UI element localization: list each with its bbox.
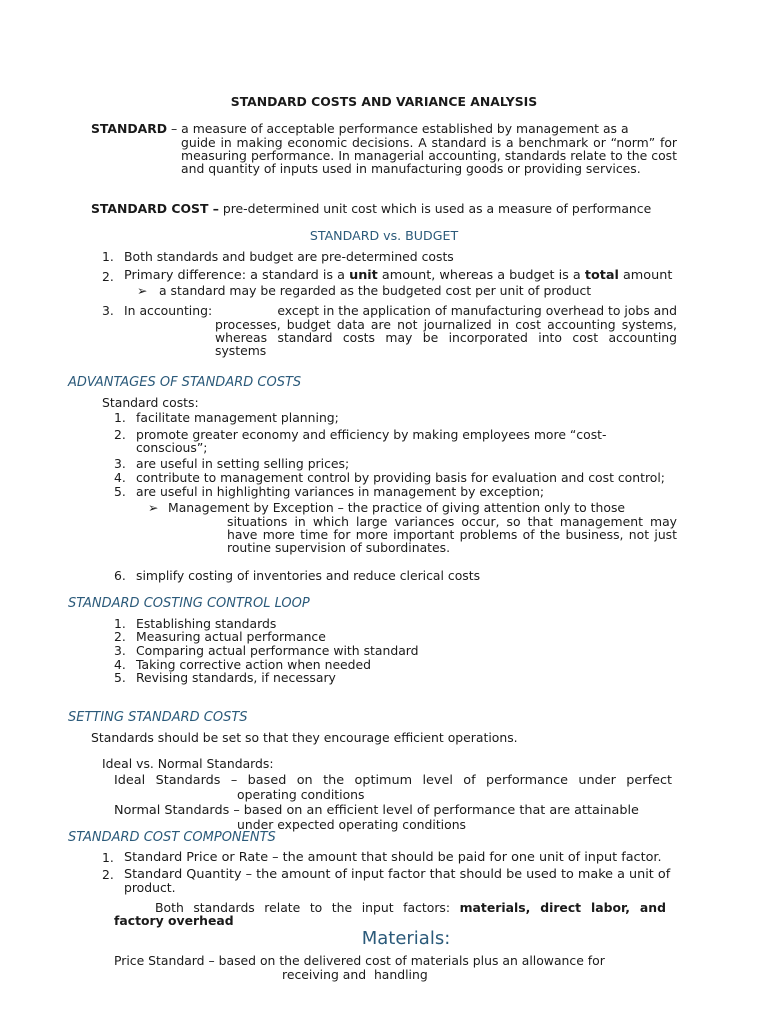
ideal-line2: operating conditions [237, 787, 365, 802]
vs-budget-item-2-sub: a standard may be regarded as the budgeted cost per unit of product [159, 283, 592, 298]
comp-num-1: 1. [102, 850, 114, 865]
vs-budget-num-2: 2. [102, 269, 114, 284]
adv-num-3: 3. [114, 456, 126, 471]
loop-item-4: Taking corrective action when needed [136, 657, 372, 672]
loop-item-3: Comparing actual performance with standard [136, 643, 419, 658]
item2-total: total [584, 268, 619, 283]
price-standard-line2: receiving and handling [282, 967, 428, 982]
normal-line1: Normal Standards – based on an efficient level of performance that are attainable [114, 803, 639, 818]
item3-lead: In accounting: [124, 303, 213, 318]
standard-cost-term: STANDARD COST – [91, 201, 219, 216]
normal-line2: under expected operating conditions [237, 817, 467, 832]
components-heading: STANDARD COST COMPONENTS [68, 830, 276, 845]
loop-num-4: 4. [114, 657, 126, 672]
note-bold1: materials, direct labor, and [459, 900, 666, 915]
adv-item-2: promote greater economy and efficiency by making employees more “cost- [136, 427, 607, 442]
comp-num-2: 2. [102, 867, 114, 882]
materials-heading: Materials: [361, 928, 451, 949]
advantages-intro: Standard costs: [102, 395, 199, 410]
vs-budget-item-3-cont: processes, budget data are not journalized in cost accounting systems, whereas standard costs may be incorporated into cost accounting systems [215, 316, 677, 359]
standard-cost-text: pre-determined unit cost which is used as a measure of performance [222, 201, 652, 216]
page-title: STANDARD COSTS AND VARIANCE ANALYSIS [230, 94, 538, 109]
comp-item-1: Standard Price or Rate – the amount that should be paid for one unit of input factor. [124, 850, 662, 865]
setting-heading: SETTING STANDARD COSTS [68, 710, 248, 725]
standard-definition [91, 122, 691, 135]
adv-item-1: facilitate management planning; [136, 410, 339, 425]
loop-item-5: Revising standards, if necessary [136, 670, 336, 685]
vs-budget-num-3: 3. [102, 303, 114, 318]
standard-def-line1: – a measure of acceptable performance established by management as a [171, 121, 629, 136]
control-loop-heading: STANDARD COSTING CONTROL LOOP [68, 596, 310, 611]
adv-num-4: 4. [114, 470, 126, 485]
adv-item-4: contribute to management control by providing basis for evaluation and cost control; [136, 470, 665, 485]
price-standard-line1: Price Standard – based on the delivered cost of materials plus an allowance for [114, 953, 605, 968]
loop-num-1: 1. [114, 616, 126, 631]
ideal-line1: Ideal Standards – based on the optimum level of performance under perfect [114, 773, 672, 788]
loop-item-2: Measuring actual performance [136, 629, 326, 644]
standard-def-continuation: guide in making economic decisions. A standard is a benchmark or “norm” for measuring performance. In managerial accounting, standards relate to the cost and quantity of inputs used in manufacturing goods or providing services. [181, 134, 677, 177]
adv-num-1: 1. [114, 410, 126, 425]
advantages-heading: ADVANTAGES OF STANDARD COSTS [68, 375, 302, 390]
adv-item-6: simplify costing of inventories and reduce clerical costs [136, 568, 481, 583]
mbe-line1: Management by Exception – the practice of giving attention only to those [168, 500, 626, 515]
adv-item-3: are useful in setting selling prices; [136, 456, 350, 471]
comp-item-2-line2: product. [124, 880, 176, 895]
item2-pre: Primary difference: a standard is a [124, 268, 350, 283]
adv-num-5: 5. [114, 484, 126, 499]
mbe-continuation: situations in which large variances occur, so that management may have more time for more important problems of the business, not just routine supervision of subordinates. [227, 513, 677, 556]
item2-post: amount [618, 268, 673, 283]
item2-mid: amount, whereas a budget is a [377, 268, 585, 283]
setting-intro: Standards should be set so that they encourage efficient operations. [91, 730, 518, 745]
loop-num-3: 3. [114, 643, 126, 658]
adv-num-6: 6. [114, 568, 126, 583]
vs-budget-heading: STANDARD vs. BUDGET [309, 228, 459, 243]
arrow-bullet-icon: ➢ [148, 500, 159, 515]
adv-item-5: are useful in highlighting variances in management by exception; [136, 484, 545, 499]
vs-budget-num-1: 1. [102, 249, 114, 264]
comp-item-2-line1: Standard Quantity – the amount of input factor that should be used to make a unit of [124, 867, 671, 882]
components-note [114, 901, 666, 928]
note-pre: Both standards relate to the input factors: [155, 900, 451, 915]
note-bold2: factory overhead [114, 913, 234, 929]
adv-num-2: 2. [114, 427, 126, 442]
loop-num-2: 2. [114, 629, 126, 644]
standard-term: STANDARD [91, 121, 168, 136]
vs-budget-item-3 [124, 304, 677, 317]
arrow-bullet-icon: ➢ [137, 283, 148, 298]
vs-budget-item-1: Both standards and budget are pre-determined costs [124, 249, 454, 264]
vs-budget-item-2 [124, 269, 724, 282]
loop-num-5: 5. [114, 670, 126, 685]
loop-item-1: Establishing standards [136, 616, 277, 631]
item2-unit: unit [349, 268, 378, 283]
item3-line1: except in the application of manufacturing overhead to jobs and [277, 303, 677, 318]
ideal-vs-normal-label: Ideal vs. Normal Standards: [102, 756, 274, 771]
components-note-line1 [114, 901, 666, 914]
adv-item-2-cont: conscious”; [136, 440, 208, 455]
standard-cost-definition [91, 202, 731, 215]
